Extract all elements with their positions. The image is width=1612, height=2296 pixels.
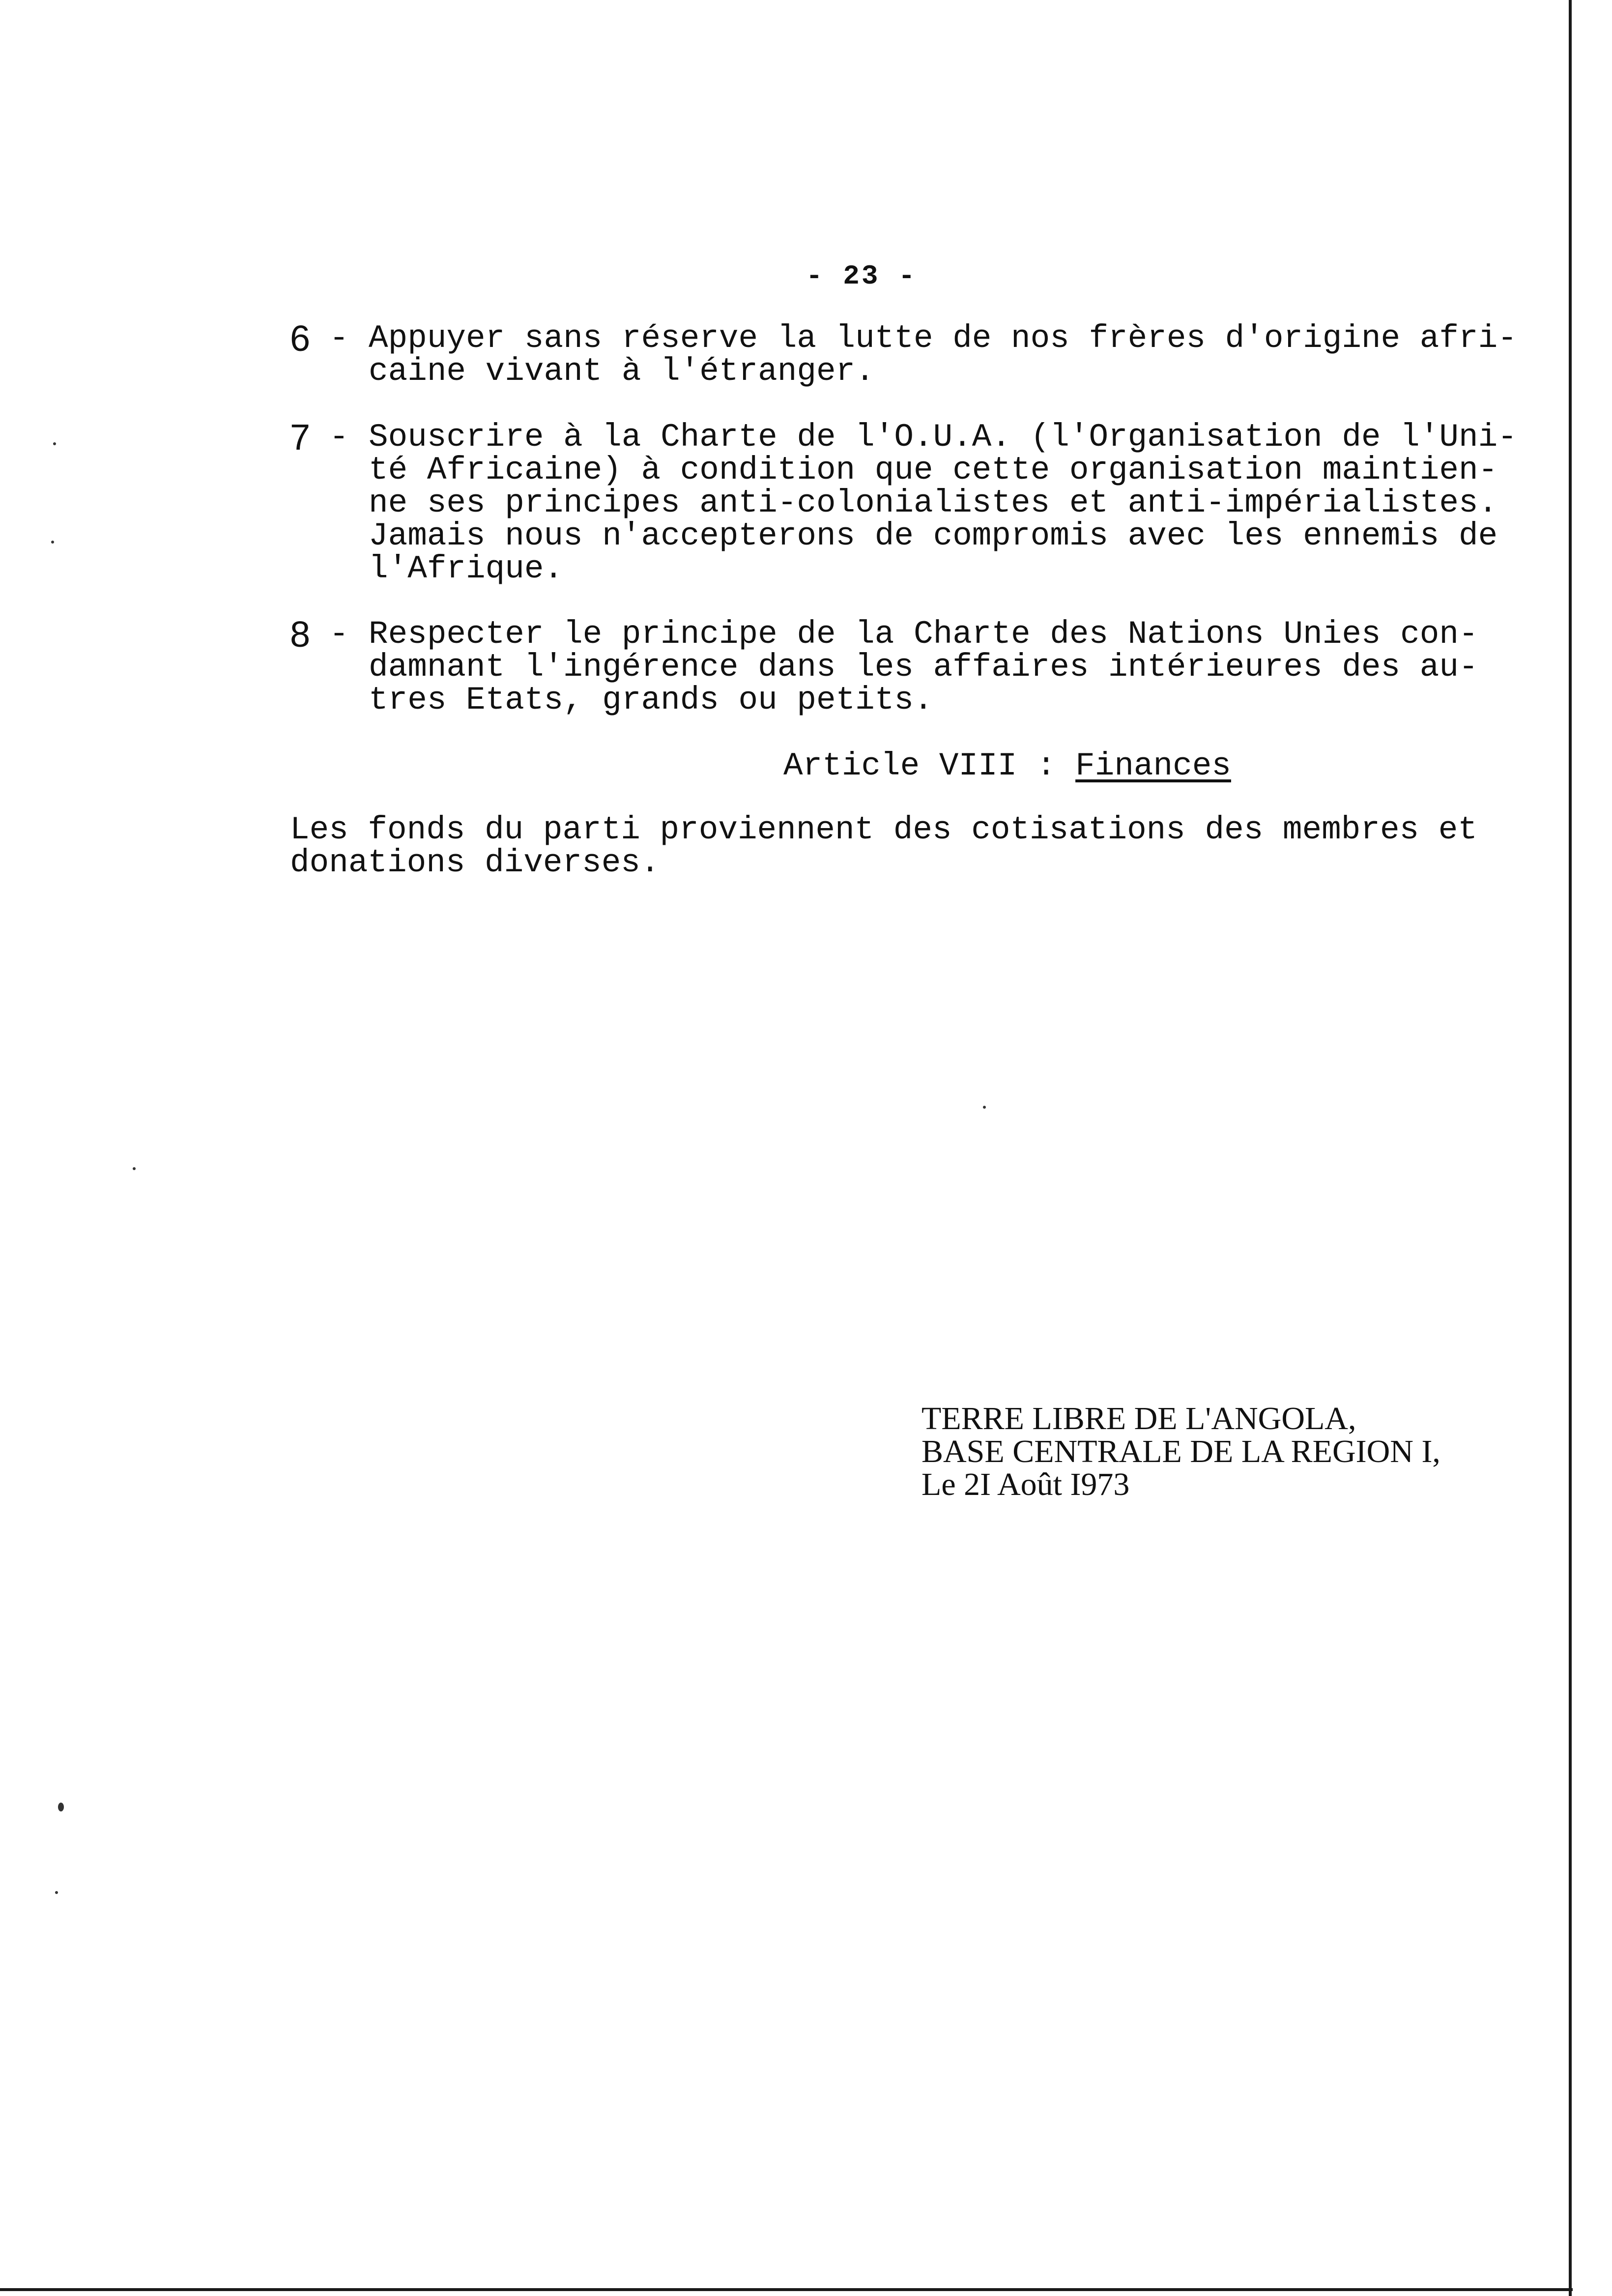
scan-speck [55,1891,58,1894]
item-line: té Africaine) à condition que cette organisation maintien- [369,452,1498,488]
item-number: 6 [290,318,311,359]
signature-line: BASE CENTRALE DE LA REGION I, [921,1434,1440,1469]
item-line: l'Afrique. [369,550,564,587]
item-dash: - [329,616,349,653]
item-line: Respecter le principe de la Charte des Nations Unies con- [369,616,1478,653]
item-line: caine vivant à l'étranger. [369,353,875,390]
item-number: 7 [290,417,311,458]
scan-speck [58,1803,64,1811]
item-text [369,618,1538,717]
item-text [369,322,1538,388]
paragraph-line: donations diverses. [290,844,660,881]
scan-speck [53,442,56,445]
article-title: Finances [1075,747,1231,784]
paragraph-line: Les fonds du parti proviennent des cotisations des membres et [290,811,1477,848]
item-dash: - [329,320,349,357]
article-heading [783,749,1231,782]
page-edge-bottom [0,2288,1573,2291]
page-edge-right [1569,0,1572,2296]
item-dash: - [329,419,349,456]
signature-line: Le 2I Août I973 [921,1466,1130,1502]
scan-speck [133,1167,136,1170]
item-text [369,421,1538,585]
item-line: Jamais nous n'accepterons de compromis avec les ennemis de [369,517,1498,554]
item-line: ne ses principes anti-colonialistes et anti-impérialistes. [369,485,1498,521]
item-line: tres Etats, grands ou petits. [369,682,933,718]
item-line: Souscrire à la Charte de l'O.U.A. (l'Organisation de l'Uni- [369,419,1517,456]
item-number: 8 [290,614,311,655]
signature-line: TERRE LIBRE DE L'ANGOLA, [921,1401,1356,1436]
scan-speck [983,1106,986,1109]
signature-block [921,1402,1440,1501]
page-number: - 23 - [806,260,917,292]
finances-paragraph [290,813,1548,879]
item-line: damnant l'ingérence dans les affaires intérieures des au- [369,649,1478,686]
article-prefix: Article VIII : [783,747,1076,784]
scan-speck [51,541,54,544]
item-line: Appuyer sans réserve la lutte de nos frères d'origine afri- [369,320,1517,357]
